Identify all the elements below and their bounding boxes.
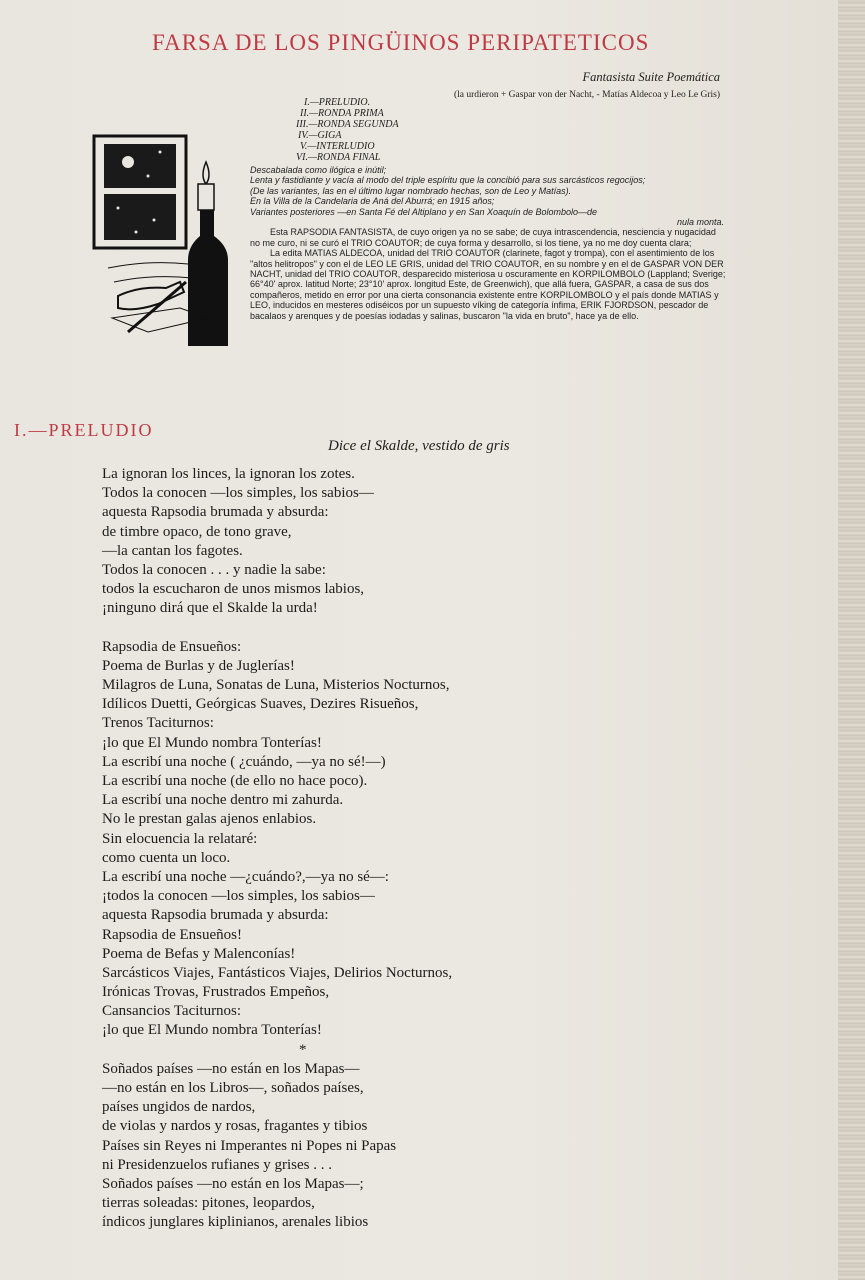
section-title: I.—PRELUDIO xyxy=(14,420,154,440)
section-subtitle: Dice el Skalde, vestido de gris xyxy=(328,438,510,454)
poem-line: ¡ninguno dirá que el Skalde la urda! xyxy=(102,600,318,617)
toc-item: III.—RONDA SEGUNDA xyxy=(296,119,399,130)
toc-item: IV.—GIGA xyxy=(298,130,342,141)
poem-line: Todos la conocen . . . y nadie la sabe: xyxy=(102,561,326,578)
poem-line: Trenos Taciturnos: xyxy=(102,715,214,732)
poem-line: Cansancios Taciturnos: xyxy=(102,1003,242,1020)
poem-line: La ignoran los linces, la ignoran los zotes. xyxy=(102,466,355,482)
poem-line: como cuenta un loco. xyxy=(102,849,231,866)
poem-line: La escribí una noche dentro mi zahurda. xyxy=(102,792,344,809)
poem xyxy=(102,465,622,1233)
poem-line: ¡lo que El Mundo nombra Tonterías! xyxy=(102,734,322,751)
page-title: FARSA DE LOS PINGÜINOS PERIPATETICOS xyxy=(152,30,650,55)
poem-line: países ungidos de nardos, xyxy=(102,1099,256,1116)
poem-line: Sin elocuencia la relataré: xyxy=(102,830,258,847)
poem-line: de timbre opaco, de tono grave, xyxy=(102,523,292,540)
poem-line: ni Presidenzuelos rufianes y grises . . . xyxy=(102,1156,332,1173)
poem-line: aquesta Rapsodia brumada y absurda: xyxy=(102,907,329,924)
intro-paragraph: La edita MATIAS ALDECOA, unidad del TRIO COAUTOR (clarinete, fagot y trompa), con el asentimiento de los "altos helitropos" y con el de LEO LE GRIS, unidad del TRIO COAUTOR, en su nombre y en el de GASPAR VON DER NACHT, unidad del TRIO COAUTOR, desparecido misteriosa u oscuramente en KORPILOMBOLO (Lappland; Sverige; 66°40' aprox. latitud Norte; 23°10' aprox. longitud Este, de Greenwich), que allá fuera, GASPAR, a casa de sus dos compañeros, metido en error por una cierta consonancia existente entre KORPILOMBOLO y el país donde MATIAS y LEO, inducidos en mesteres odiséicos por un supuesto víking de categoría ínfima, ERIK FJORDSON, pescador de bacalaos y arenques y de poesías iodadas y salinas, buscaron "la vida en bruto", hace ya de ello. xyxy=(250,248,726,321)
poem-line: todos la escucharon de unos mismos labios, xyxy=(102,581,365,598)
poem-line: tierras soleadas: pitones, leopardos, xyxy=(102,1195,315,1212)
poem-line: Soñados países —no están en los Mapas— xyxy=(102,1060,360,1077)
poem-line: Sarcásticos Viajes, Fantásticos Viajes, Delirios Nocturnos, xyxy=(102,964,453,981)
intro-line: En la Villa de la Candelaria de Aná del Aburrá; en 1915 años; xyxy=(250,196,495,207)
poem-line: Milagros de Luna, Sonatas de Luna, Misterios Nocturnos, xyxy=(102,677,450,694)
intro-line: (De las variantes, las en el último lugar nombrado hechas, son de Leo y Matías). xyxy=(250,185,572,196)
intro-line: nula monta. xyxy=(676,217,724,228)
subtitle: Fantasista Suite Poemática xyxy=(582,70,720,84)
poem-line: ¡todos la conocen —los simples, los sabios— xyxy=(102,888,375,905)
poem-line: de violas y nardos y rosas, fragantes y tibios xyxy=(102,1118,368,1135)
poem-line: No le prestan galas ajenos enlabios. xyxy=(102,811,317,828)
window-candle-illustration xyxy=(88,132,248,352)
poem-line: Países sin Reyes ni Imperantes ni Popes ni Papas xyxy=(102,1137,397,1154)
toc-item: I.—PRELUDIO. xyxy=(304,97,371,108)
toc-item: VI.—RONDA FINAL xyxy=(296,152,381,163)
poem-line: —no están en los Libros—, soñados países, xyxy=(102,1080,364,1096)
poem-line: índicos junglares kiplinianos, arenales libios xyxy=(102,1214,369,1231)
poem-line: Poema de Burlas y de Juglerías! xyxy=(102,657,295,674)
poem-line: Irónicas Trovas, Frustrados Empeños, xyxy=(102,984,330,1001)
stanza-break xyxy=(102,619,622,638)
poem-line: —la cantan los fagotes. xyxy=(102,542,243,559)
poem-line: La escribí una noche ( ¿cuándo, —ya no sé!—) xyxy=(102,753,386,770)
intro-line: Lenta y fastidiante y vacía al modo del triple espíritu que la concibió para sus sarcásticos regocijos; xyxy=(250,175,646,186)
toc-item: V.—INTERLUDIO xyxy=(300,141,375,152)
poem-line: Rapsodia de Ensueños: xyxy=(102,638,242,655)
toc-item: II.—RONDA PRIMA xyxy=(300,108,384,119)
poem-line: aquesta Rapsodia brumada y absurda: xyxy=(102,504,329,521)
page-edge xyxy=(838,0,865,1280)
poem-line: Rapsodia de Ensueños! xyxy=(102,926,242,943)
poem-line: La escribí una noche —¿cuándo?,—ya no sé—: xyxy=(102,868,389,885)
intro-line: Variantes posteriores —en Santa Fé del Altiplano y en San Xoaquín de Bolombolo—de xyxy=(250,206,598,217)
credits: (la urdieron + Gaspar von der Nacht, - Matías Aldecoa y Leo Le Gris) xyxy=(454,90,720,100)
poem-line: Todos la conocen —los simples, los sabios— xyxy=(102,485,374,502)
section-separator: * xyxy=(299,1041,307,1058)
poem-line: Idílicos Duetti, Geórgicas Suaves, Dezires Risueños, xyxy=(102,696,419,713)
table-of-contents xyxy=(290,97,399,163)
poem-line: Poema de Befas y Malenconías! xyxy=(102,945,296,962)
intro-paragraph: Esta RAPSODIA FANTASISTA, de cuyo origen ya no se sabe; de cuya intrascendencia, nesciencia y nugacidad no me curo, ni se curó el TRIO COAUTOR; de cuya forma y desarrollo, si los tiene, ya no me doy cuenta clara; xyxy=(250,227,716,248)
introduction xyxy=(250,165,728,321)
poem-line: Soñados países —no están en los Mapas—; xyxy=(102,1175,364,1192)
intro-line: Descabalada como ilógica e inútil; xyxy=(250,165,387,175)
poem-line: ¡lo que El Mundo nombra Tonterías! xyxy=(102,1022,322,1039)
poem-line: La escribí una noche (de ello no hace poco). xyxy=(102,773,368,789)
